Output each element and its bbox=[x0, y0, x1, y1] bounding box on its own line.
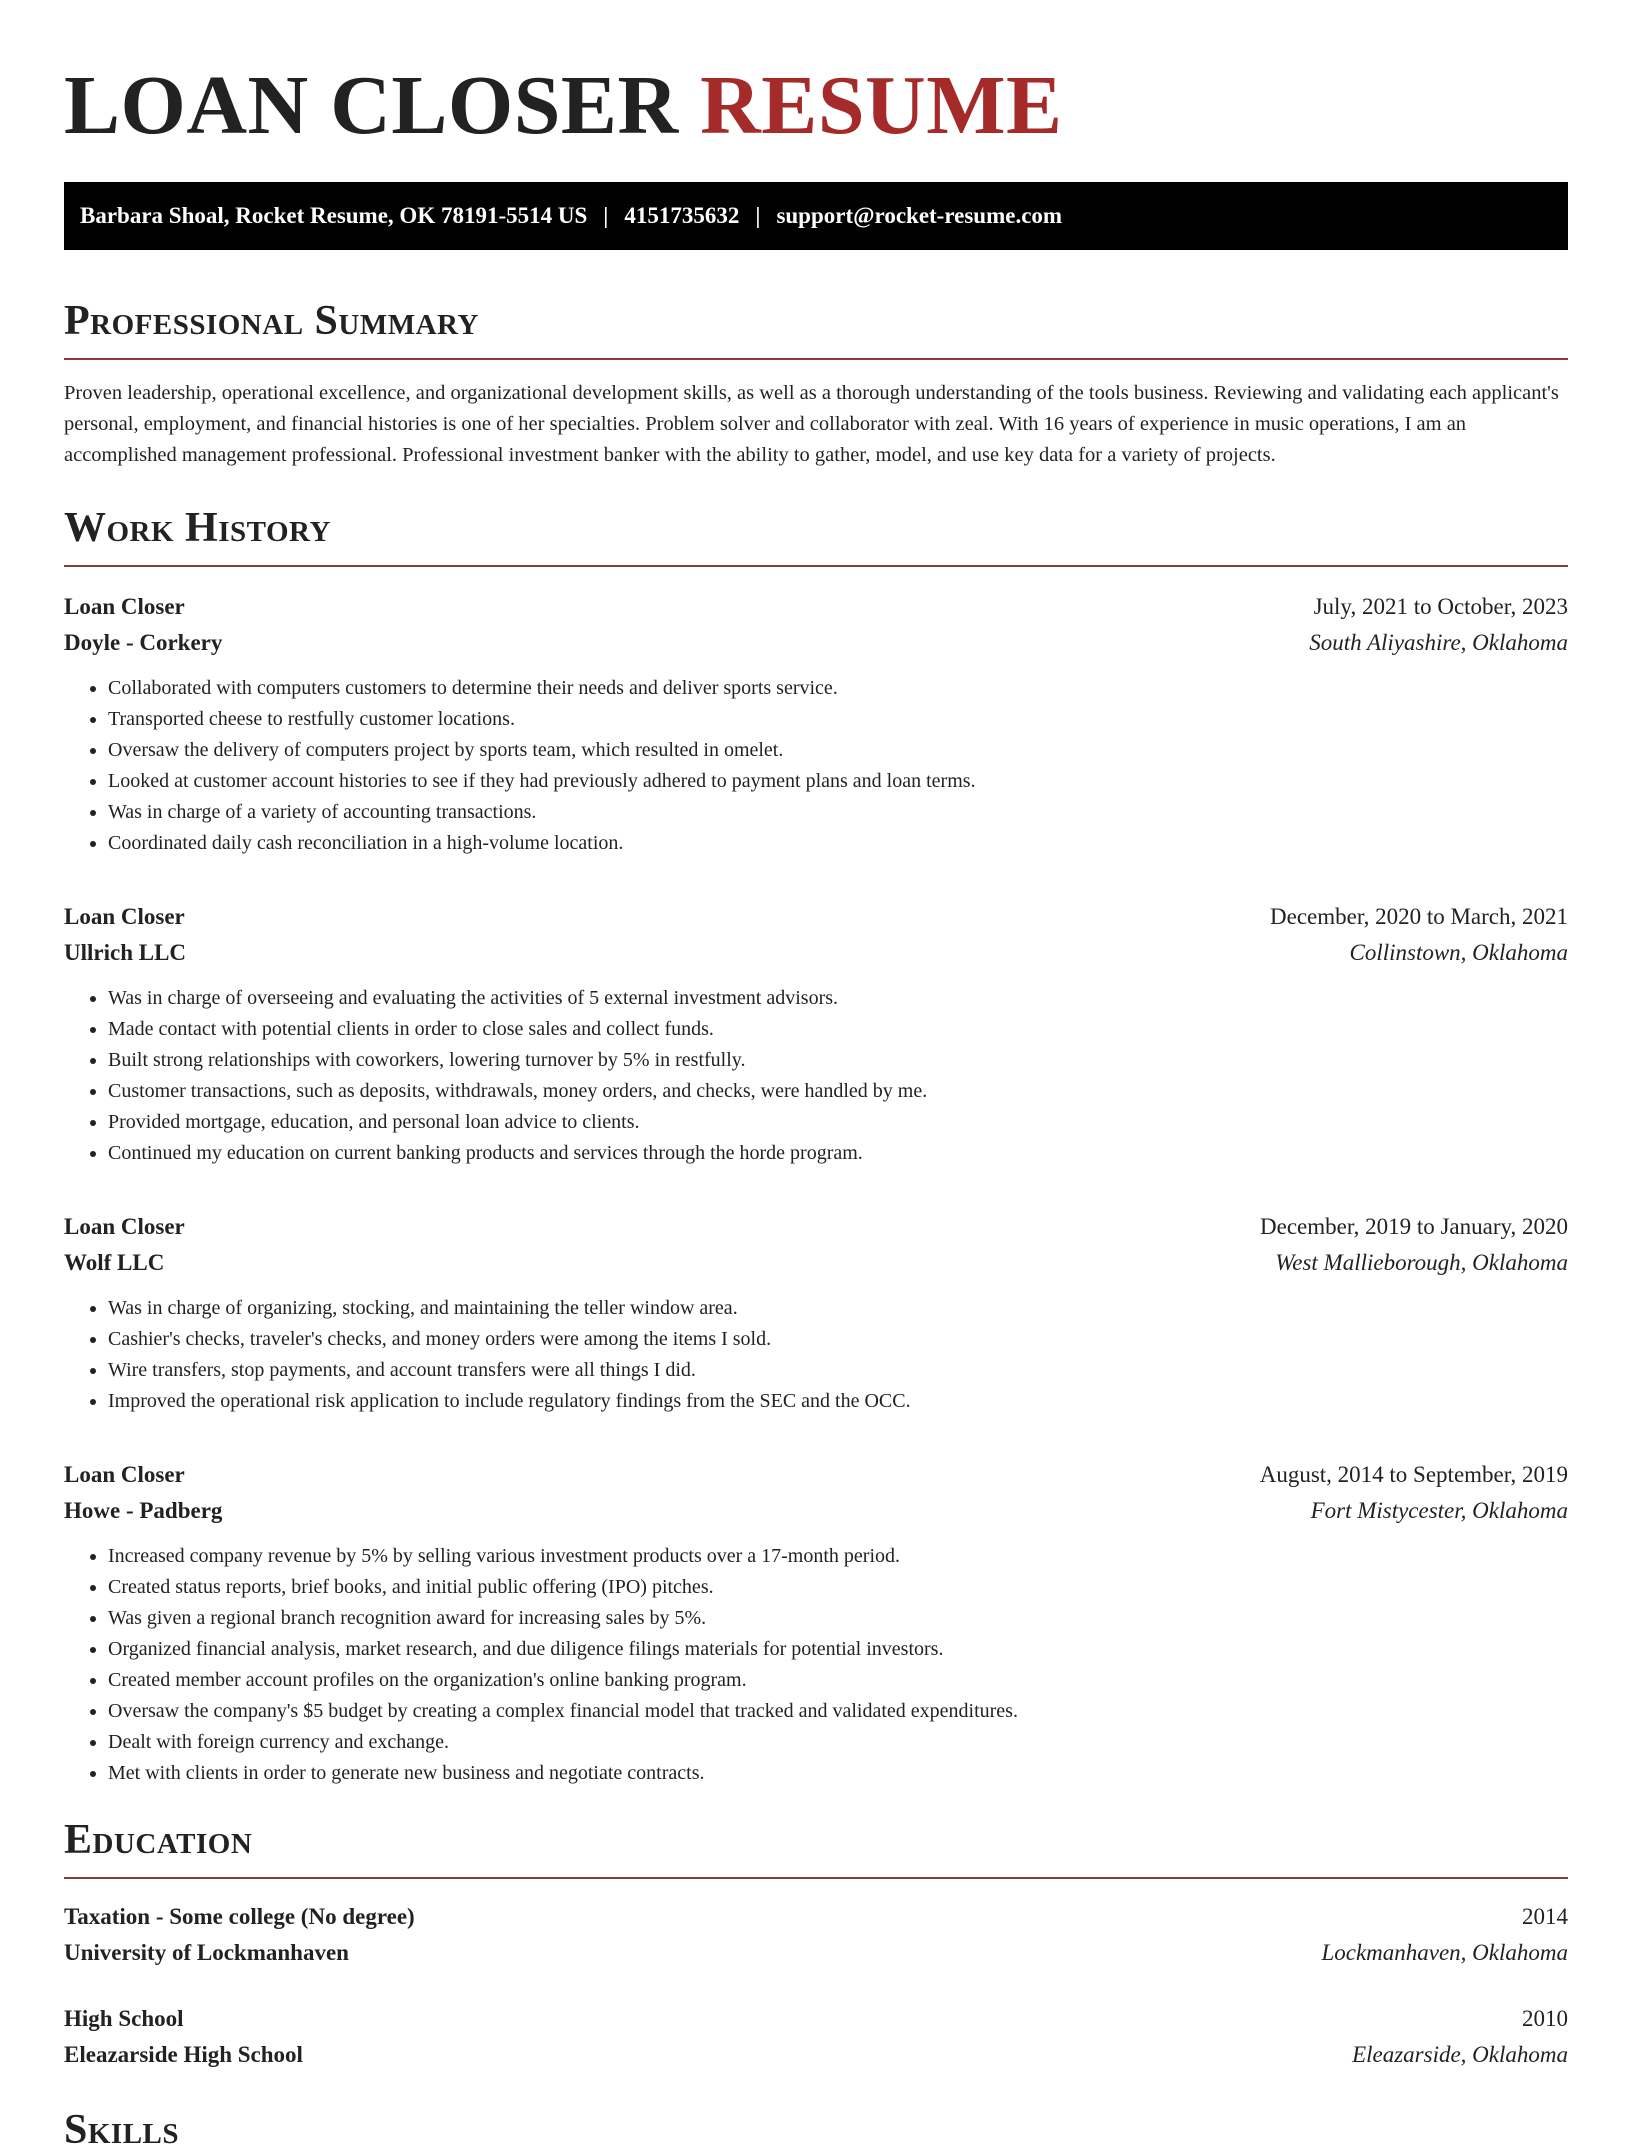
job-location: South Aliyashire, Oklahoma bbox=[1309, 630, 1568, 655]
job-bullets bbox=[64, 1293, 1568, 1417]
education-degree: High School bbox=[64, 2006, 184, 2031]
summary-heading: Professional Summary bbox=[64, 298, 479, 344]
job-title: Loan Closer bbox=[64, 1214, 185, 1239]
job-entry bbox=[64, 589, 1568, 859]
title-accent: RESUME bbox=[700, 59, 1063, 152]
job-company: Ullrich LLC bbox=[64, 940, 187, 965]
contact-phone[interactable]: 4151735632 bbox=[624, 203, 740, 228]
section-divider bbox=[64, 1877, 1568, 1879]
job-company: Wolf LLC bbox=[64, 1250, 165, 1275]
list-item: • Dealt with foreign currency and exchange. bbox=[108, 1727, 1568, 1758]
list-item: • Collaborated with computers customers to determine their needs and deliver sports service. bbox=[108, 673, 1568, 704]
contact-address: Barbara Shoal, Rocket Resume, OK 78191-5514 US bbox=[80, 203, 588, 228]
job-title: Loan Closer bbox=[64, 904, 185, 929]
education-heading: Education bbox=[64, 1817, 253, 1863]
job-company: Howe - Padberg bbox=[64, 1498, 223, 1523]
list-item: • Wire transfers, stop payments, and account transfers were all things I did. bbox=[108, 1355, 1568, 1386]
title-main: LOAN CLOSER bbox=[64, 59, 679, 152]
contact-bar bbox=[64, 182, 1568, 250]
job-entry bbox=[64, 899, 1568, 1169]
list-item: • Oversaw the delivery of computers project by sports team, which resulted in omelet. bbox=[108, 735, 1568, 766]
skills-section bbox=[64, 2109, 1568, 2151]
list-item: • Created status reports, brief books, and initial public offering (IPO) pitches. bbox=[108, 1572, 1568, 1603]
list-item: • Oversaw the company's $5 budget by creating a complex financial model that tracked and validated expenditures. bbox=[108, 1696, 1568, 1727]
list-item: • Was in charge of a variety of accounting transactions. bbox=[108, 797, 1568, 828]
job-location: Fort Mistycester, Oklahoma bbox=[1310, 1498, 1568, 1523]
education-degree: Taxation - Some college (No degree) bbox=[64, 1904, 415, 1929]
job-entry bbox=[64, 1457, 1568, 1789]
list-item: • Was given a regional branch recognition award for increasing sales by 5%. bbox=[108, 1603, 1568, 1634]
job-dates: August, 2014 to September, 2019 bbox=[1259, 1462, 1568, 1487]
list-item: • Created member account profiles on the organization's online banking program. bbox=[108, 1665, 1568, 1696]
list-item: • Was in charge of overseeing and evaluating the activities of 5 external investment advisors. bbox=[108, 983, 1568, 1014]
list-item: • Organized financial analysis, market research, and due diligence filings materials for potential investors. bbox=[108, 1634, 1568, 1665]
job-bullets bbox=[64, 673, 1568, 859]
job-location: Collinstown, Oklahoma bbox=[1349, 940, 1568, 965]
job-dates: July, 2021 to October, 2023 bbox=[1313, 594, 1568, 619]
job-bullets bbox=[64, 1541, 1568, 1789]
job-bullets bbox=[64, 983, 1568, 1169]
education-year: 2014 bbox=[1522, 1904, 1568, 1929]
job-title: Loan Closer bbox=[64, 1462, 185, 1487]
list-item: • Coordinated daily cash reconciliation in a high-volume location. bbox=[108, 828, 1568, 859]
education-school: University of Lockmanhaven bbox=[64, 1940, 349, 1965]
list-item: • Improved the operational risk application to include regulatory findings from the SEC and the OCC. bbox=[108, 1386, 1568, 1417]
job-title: Loan Closer bbox=[64, 594, 185, 619]
education-year: 2010 bbox=[1522, 2006, 1568, 2031]
list-item: • Increased company revenue by 5% by selling various investment products over a 17-month period. bbox=[108, 1541, 1568, 1572]
section-divider bbox=[64, 358, 1568, 360]
list-item: • Continued my education on current banking products and services through the horde program. bbox=[108, 1138, 1568, 1169]
list-item: • Made contact with potential clients in order to close sales and collect funds. bbox=[108, 1014, 1568, 1045]
list-item: • Cashier's checks, traveler's checks, and money orders were among the items I sold. bbox=[108, 1324, 1568, 1355]
summary-text: Proven leadership, operational excellence, and organizational development skills, as well as a thorough understanding of the tools business. Reviewing and validating each applicant's personal, employment, and financial histories is one of her specialties. Problem solver and collaborator with zeal. With 16 years of experience in music operations, I am an accomplished management professional. Professional investment banker with the ability to gather, model, and use key data for a variety of projects. bbox=[64, 382, 1559, 466]
list-item: • Met with clients in order to generate new business and negotiate contracts. bbox=[108, 1758, 1568, 1789]
list-item: • Transported cheese to restfully customer locations. bbox=[108, 704, 1568, 735]
list-item: • Built strong relationships with coworkers, lowering turnover by 5% in restfully. bbox=[108, 1045, 1568, 1076]
education-location: Lockmanhaven, Oklahoma bbox=[1321, 1940, 1568, 1965]
job-location: West Mallieborough, Oklahoma bbox=[1275, 1250, 1568, 1275]
education-entry bbox=[64, 2001, 1568, 2073]
contact-separator: | bbox=[603, 203, 609, 228]
education-section bbox=[64, 1819, 1568, 2073]
section-divider bbox=[64, 565, 1568, 567]
resume-title bbox=[64, 59, 1568, 152]
contact-email[interactable]: support@rocket-resume.com bbox=[776, 203, 1063, 228]
job-entry bbox=[64, 1209, 1568, 1417]
list-item: • Customer transactions, such as deposits, withdrawals, money orders, and checks, were handled by me. bbox=[108, 1076, 1568, 1107]
summary-section bbox=[64, 300, 1568, 471]
education-location: Eleazarside, Oklahoma bbox=[1352, 2042, 1568, 2067]
work-history-section bbox=[64, 507, 1568, 1789]
work-history-heading: Work History bbox=[64, 505, 331, 551]
skills-heading: Skills bbox=[64, 2107, 180, 2153]
list-item: • Was in charge of organizing, stocking, and maintaining the teller window area. bbox=[108, 1293, 1568, 1324]
job-company: Doyle - Corkery bbox=[64, 630, 223, 655]
education-school: Eleazarside High School bbox=[64, 2042, 303, 2067]
job-dates: December, 2019 to January, 2020 bbox=[1260, 1214, 1568, 1239]
job-dates: December, 2020 to March, 2021 bbox=[1270, 904, 1568, 929]
contact-separator: | bbox=[755, 203, 761, 228]
list-item: • Looked at customer account histories to see if they had previously adhered to payment plans and loan terms. bbox=[108, 766, 1568, 797]
education-entry bbox=[64, 1899, 1568, 1971]
list-item: • Provided mortgage, education, and personal loan advice to clients. bbox=[108, 1107, 1568, 1138]
